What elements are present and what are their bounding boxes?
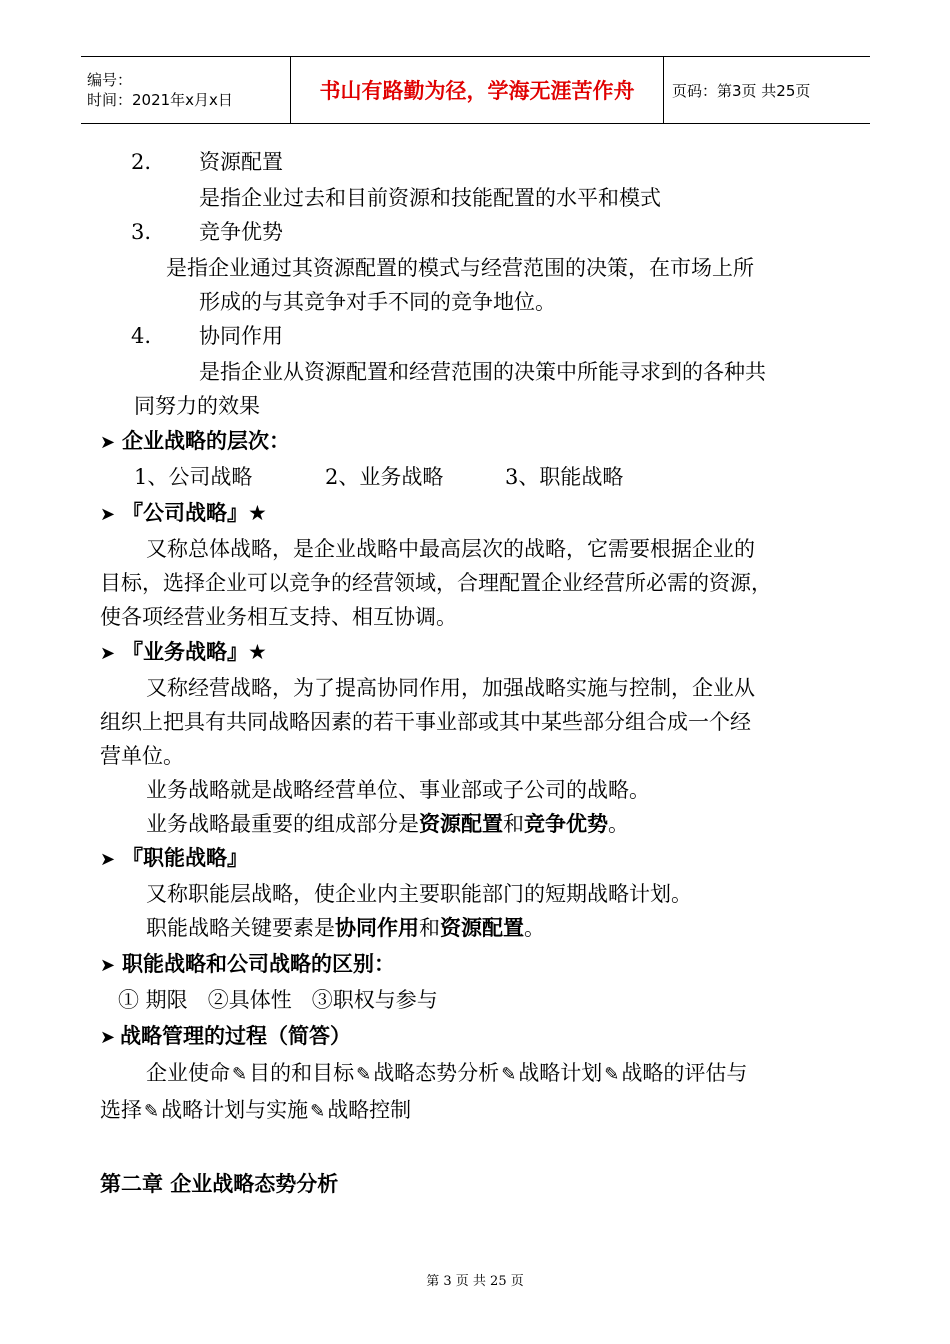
corporate-p2: 目标，选择企业可以竞争的经营领域，合理配置企业经营所必需的资源， [100,571,772,595]
flow-arrow-icon: ✎ [604,1064,620,1085]
process-line-2 [100,1095,411,1127]
difference-items: ① 期限 ②具体性 ③职权与参与 [118,988,438,1012]
header-table [81,56,870,124]
corporate-p3: 使各项经营业务相互支持、相互协调。 [100,605,457,629]
flow-arrow-icon: ✎ [356,1064,372,1085]
process-heading [100,1021,351,1053]
process-step-evaluation: 战略的评估与 [621,1061,748,1085]
arrow-bullet-icon: ➤ [100,643,116,664]
chapter-heading: 第二章 企业战略态势分析 [100,1172,339,1196]
functional-p1: 又称职能层战略，使企业内主要职能部门的短期战略计划。 [146,882,692,906]
corporate-heading [100,498,267,530]
process-heading-text: 战略管理的过程（简答） [120,1024,351,1048]
business-heading-text: 『业务战略』★ [122,640,267,664]
business-p2: 组织上把具有共同战略因素的若干事业部或其中某些部分组合成一个经 [100,710,751,734]
functional-p2-bold-2: 资源配置 [440,916,524,940]
footer-page-text: 第 3 页 共 25 页 [426,1274,524,1289]
business-p1: 又称经营战略，为了提高协同作用，加强战略实施与控制，企业从 [146,676,755,700]
arrow-bullet-icon: ➤ [100,849,116,870]
process-step-plan: 战略计划 [518,1061,603,1085]
corporate-heading-text: 『公司战略』★ [122,501,267,525]
functional-p2-bold-1: 协同作用 [335,916,419,940]
process-step-evaluation-cont: 选择 [100,1098,142,1122]
business-p5-pre: 业务战略最重要的组成部分是 [146,812,419,836]
item-4-title: 协同作用 [199,324,283,348]
business-p5-bold-1: 资源配置 [419,812,503,836]
functional-heading-text: 『职能战略』 [122,846,248,870]
doc-time-label: 时间：2021年x月x日 [87,91,233,109]
functional-p2-end: 。 [524,916,545,940]
business-p5-bold-2: 竞争优势 [524,812,608,836]
item-4-desc-2: 同努力的效果 [134,394,260,418]
header-left [81,57,291,124]
process-line-1 [146,1058,747,1090]
levels-heading [100,426,290,458]
corporate-p1: 又称总体战略，是企业战略中最高层次的战略，它需要根据企业的 [146,537,755,561]
business-p5-end: 。 [608,812,629,836]
business-p5 [146,809,629,839]
difference-heading [100,949,395,981]
business-heading [100,637,267,669]
arrow-bullet-icon: ➤ [100,955,116,976]
level-business: 2、业务战略 [325,465,444,489]
process-step-control: 战略控制 [327,1098,412,1122]
item-4-desc-1: 是指企业从资源配置和经营范围的决策中所能寻求到的各种共 [199,360,766,384]
item-2-desc: 是指企业过去和目前资源和技能配置的水平和模式 [199,186,661,210]
business-p3: 营单位。 [100,744,184,768]
item-3-number: 3. [131,220,152,244]
business-p4: 业务战略就是战略经营单位、事业部或子公司的战略。 [146,778,650,802]
arrow-bullet-icon: ➤ [100,432,116,453]
header-motto: 书山有路勤为径，学海无涯苦作舟 [291,57,664,124]
flow-arrow-icon: ✎ [501,1064,517,1085]
page-footer [0,1270,950,1289]
functional-p2-pre: 职能战略关键要素是 [146,916,335,940]
item-2-title: 资源配置 [199,150,283,174]
process-step-mission: 企业使命 [146,1061,230,1085]
business-p5-mid: 和 [503,812,524,836]
arrow-bullet-icon: ➤ [100,504,116,525]
level-functional: 3、职能战略 [505,465,624,489]
flow-arrow-icon: ✎ [232,1064,248,1085]
process-step-implementation: 战略计划与实施 [161,1098,309,1122]
flow-arrow-icon: ✎ [310,1101,326,1122]
level-corporate: 1、公司战略 [134,465,253,489]
difference-heading-text: 职能战略和公司战略的区别： [122,952,395,976]
item-3-title: 竞争优势 [199,220,283,244]
process-step-goals: 目的和目标 [249,1061,355,1085]
item-4-number: 4. [131,324,152,348]
flow-arrow-icon: ✎ [144,1101,160,1122]
process-step-analysis: 战略态势分析 [373,1061,500,1085]
header-page-info: 页码：第3页 共25页 [672,81,811,100]
doc-number-label: 编号： [87,71,133,89]
item-3-desc-2: 形成的与其竞争对手不同的竞争地位。 [199,290,556,314]
functional-p2 [146,913,545,943]
functional-heading [100,843,248,875]
item-2-number: 2. [131,150,152,174]
item-3-desc-1: 是指企业通过其资源配置的模式与经营范围的决策，在市场上所 [166,256,754,280]
functional-p2-mid: 和 [419,916,440,940]
levels-heading-text: 企业战略的层次： [122,429,290,453]
arrow-bullet-icon: ➤ [100,1027,116,1048]
